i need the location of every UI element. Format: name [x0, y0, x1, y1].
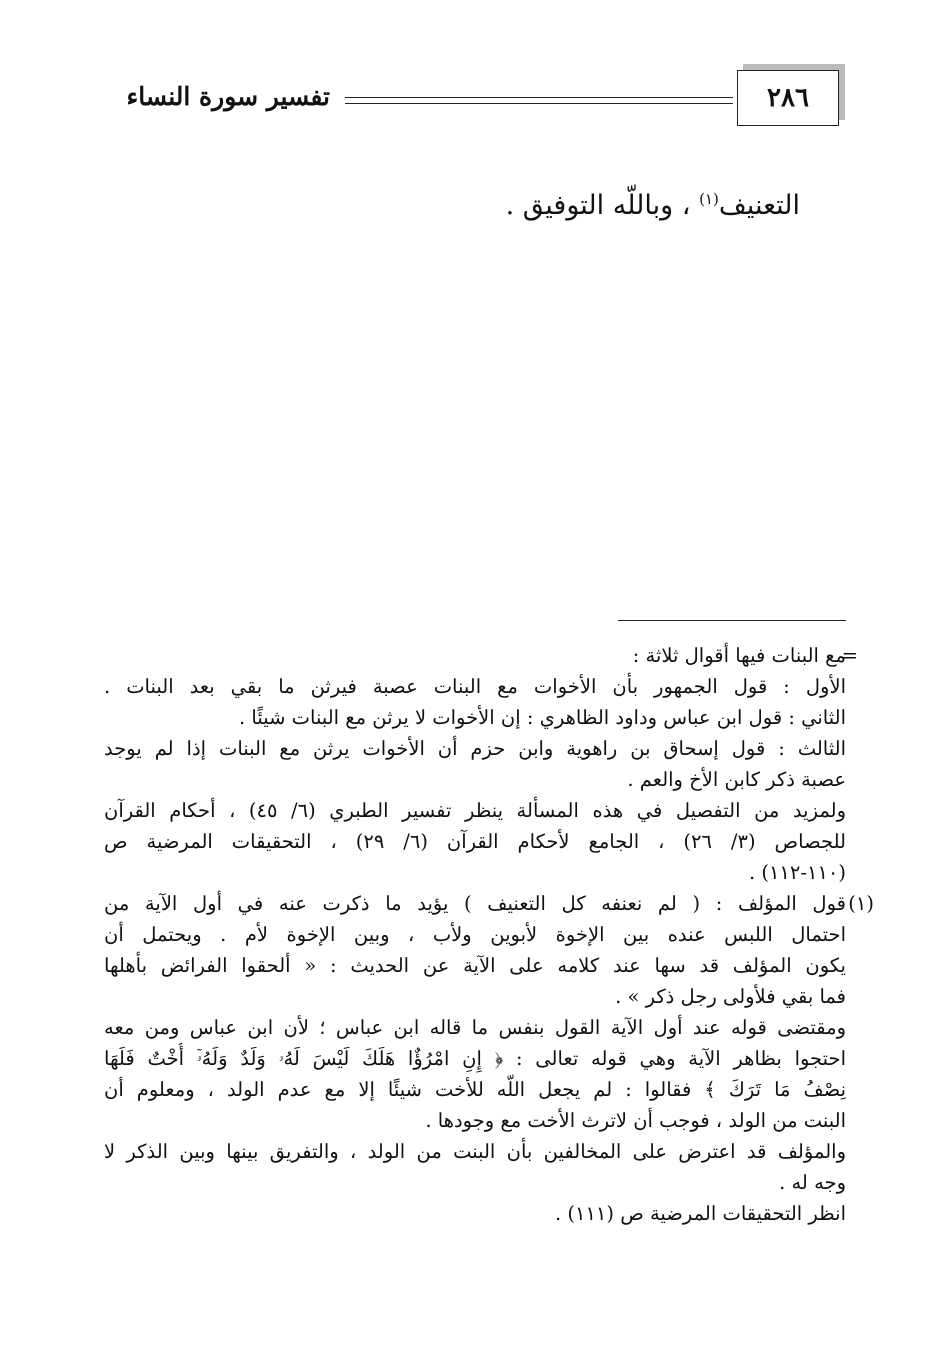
page-number: [737, 70, 839, 126]
footnote-line: فما بقي فلأولى رجل ذكر » .: [615, 985, 846, 1008]
footnote-line: ومقتضى قوله عند أول الآية القول بنفس ما قاله ابن عباس ؛ لأن ابن عباس ومن معه: [104, 1016, 846, 1039]
footnote-line: مع البنات فيها أقوال ثلاثة :: [632, 644, 846, 667]
footnote-line: البنت من الولد ، فوجب أن لاترث الأخت مع وجودها .: [425, 1109, 846, 1132]
footnote-separator: [618, 620, 846, 621]
footnote-reference: (١): [699, 190, 719, 208]
footnote-line: احتمال اللبس عنده بين الإخوة لأبوين ولأب ، وبين الإخوة لأم . ويحتمل أن: [104, 923, 846, 946]
continuation-mark: =: [841, 644, 858, 667]
main-text: [506, 190, 800, 221]
main-text-before: التعنيف: [718, 190, 800, 221]
footnote-line: عصبة ذكر كابن الأخ والعم .: [627, 768, 846, 791]
running-title: تفسير سورة النساء: [126, 82, 330, 111]
footnote-line: والمؤلف قد اعترض على المخالفين بأن البنت من الولد ، والتفريق بينها وبين الذكر لا: [104, 1140, 846, 1163]
footnote-line: الأول : قول الجمهور بأن الأخوات مع البنات عصبة فيرثن ما بقي بعد البنات .: [104, 675, 846, 698]
footnote-line: ولمزيد من التفصيل في هذه المسألة ينظر تفسير الطبري (٦/ ٤٥) ، أحكام القرآن: [104, 799, 846, 822]
footnote-line: (١١٠-١١٢) .: [748, 861, 846, 884]
footnote-line: الثاني : قول ابن عباس وداود الظاهري : إن الأخوات لا يرثن مع البنات شيئًا .: [239, 706, 846, 729]
footnote-line: قول المؤلف : ( لم نعنفه كل التعنيف ) يؤيد ما ذكرت عنه في أول الآية من: [104, 892, 846, 915]
footnote-line: يكون المؤلف قد سها عند كلامه على الآية عن الحديث : « ألحقوا الفرائض بأهلها: [104, 954, 846, 977]
main-text-after: ، وباللّه التوفيق .: [505, 190, 691, 221]
footnote-1-marker: (١): [848, 892, 874, 915]
footnotes: [104, 640, 874, 1229]
footnote-line: نِصْفُ مَا تَرَكَ ﴾ فقالوا : لم يجعل اللّه للأخت شيئًا إلا مع عدم الولد ، ومعلوم أن: [104, 1078, 846, 1101]
footnote-continued: [104, 640, 858, 888]
footnote-line: انظر التحقيقات المرضية ص (١١١) .: [554, 1202, 846, 1225]
footnote-line: الثالث : قول إسحاق بن راهوية وابن حزم أن الأخوات يرثن مع البنات إذا لم يوجد: [104, 737, 846, 760]
footnote-line: وجه له .: [779, 1171, 846, 1194]
footnote-line: للجصاص (٣/ ٢٦) ، الجامع لأحكام القرآن (٦/ ٢٩) ، التحقيقات المرضية ص: [104, 830, 846, 853]
footnote-1: [104, 888, 874, 1229]
header-rule: [345, 97, 733, 104]
page-number-text: ٢٨٦: [767, 83, 809, 113]
footnote-line: احتجوا بظاهر الآية وهي قوله تعالى : ﴿ إِنِ امْرُؤٌا هَلَكَ لَيْسَ لَهُۥ وَلَدٌ وَلَهُۥٓ أُخْتٌ فَلَهَا: [104, 1047, 846, 1070]
